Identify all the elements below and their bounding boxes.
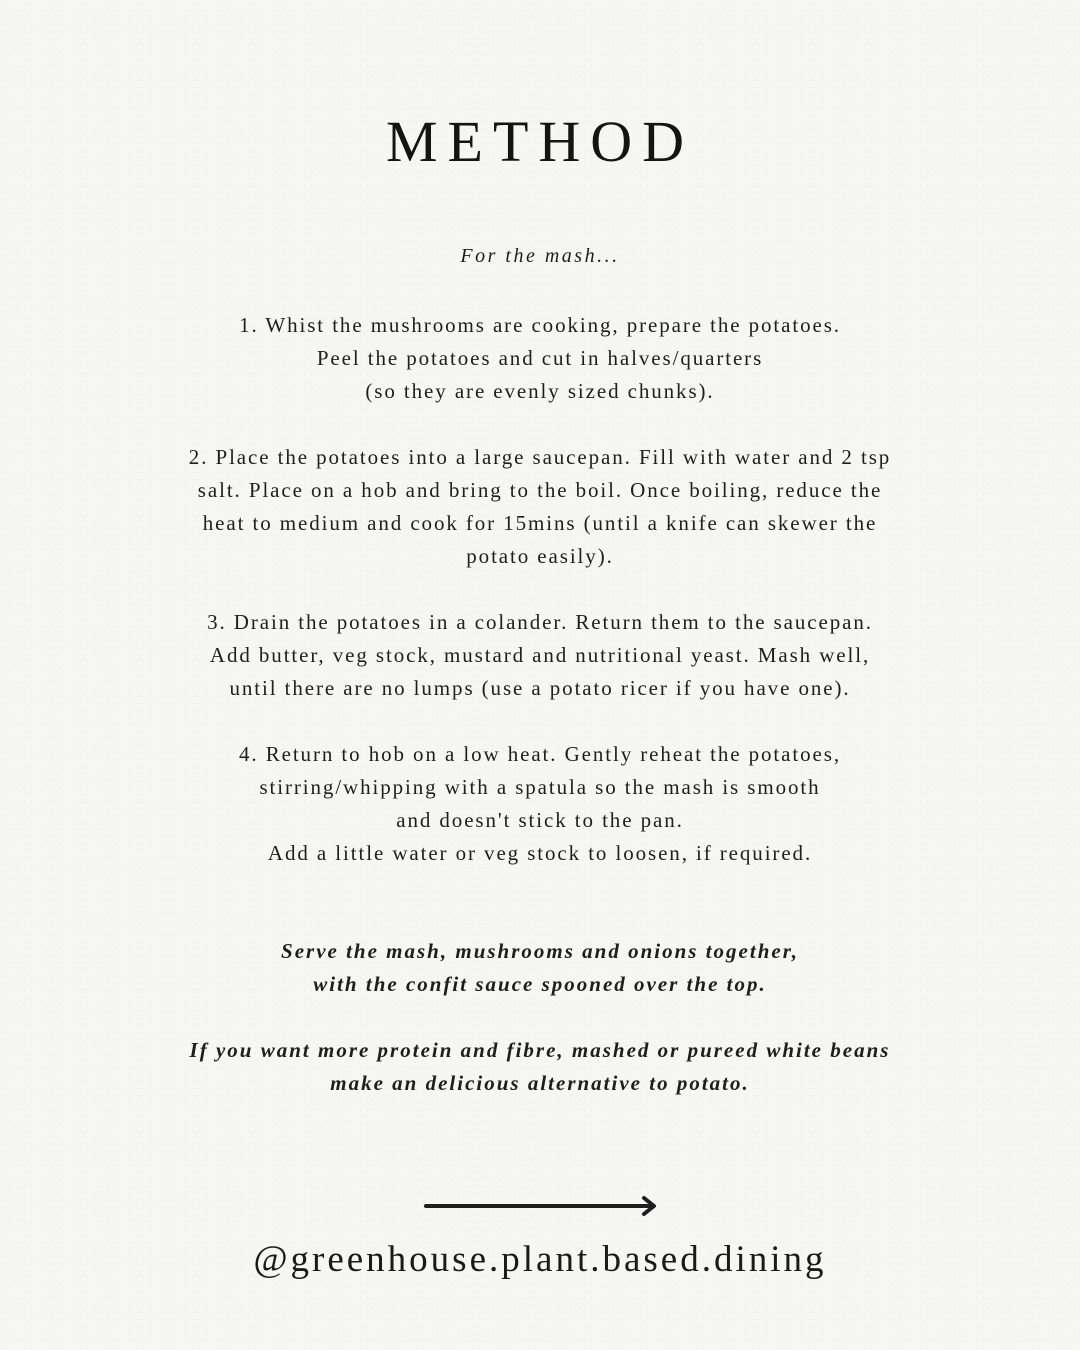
step-line: 4. Return to hob on a low heat. Gently reheat the potatoes, <box>239 742 841 766</box>
social-handle: @greenhouse.plant.based.dining <box>253 1239 827 1280</box>
section-intro: For the mash... <box>460 245 620 267</box>
step-line: Add butter, veg stock, mustard and nutritional yeast. Mash well, <box>209 643 871 667</box>
step-4 <box>100 738 980 870</box>
serving-notes <box>60 935 1020 1133</box>
note-line: Serve the mash, mushrooms and onions together, <box>281 939 799 963</box>
step-line: (so they are evenly sized chunks). <box>365 379 715 403</box>
step-line: salt. Place on a hob and bring to the boil. Once boiling, reduce the <box>197 478 883 502</box>
arrow-right-icon <box>424 1193 660 1219</box>
step-line: Add a little water or veg stock to loosen, if required. <box>267 841 813 865</box>
step-2 <box>100 441 980 573</box>
step-1 <box>100 309 980 408</box>
step-line: 3. Drain the potatoes in a colander. Return them to the saucepan. <box>207 610 873 634</box>
step-line: potato easily). <box>466 544 614 568</box>
note-line: make an delicious alternative to potato. <box>330 1071 750 1095</box>
step-line: until there are no lumps (use a potato ricer if you have one). <box>229 676 851 700</box>
step-3 <box>100 606 980 705</box>
step-line: stirring/whipping with a spatula so the mash is smooth <box>259 775 821 799</box>
note-line: If you want more protein and fibre, mashed or pureed white beans <box>189 1038 891 1062</box>
method-steps <box>100 309 980 903</box>
page-title: METHOD <box>385 109 695 174</box>
step-line: and doesn't stick to the pan. <box>396 808 684 832</box>
step-line: Peel the potatoes and cut in halves/quarters <box>316 346 764 370</box>
serving-note <box>60 935 1020 1001</box>
step-line: 1. Whist the mushrooms are cooking, prepare the potatoes. <box>239 313 841 337</box>
step-line: heat to medium and cook for 15mins (until a knife can skewer the <box>202 511 878 535</box>
step-line: 2. Place the potatoes into a large saucepan. Fill with water and 2 tsp <box>188 445 892 469</box>
protein-tip-note <box>60 1034 1020 1100</box>
note-line: with the confit sauce spooned over the top. <box>313 972 767 996</box>
